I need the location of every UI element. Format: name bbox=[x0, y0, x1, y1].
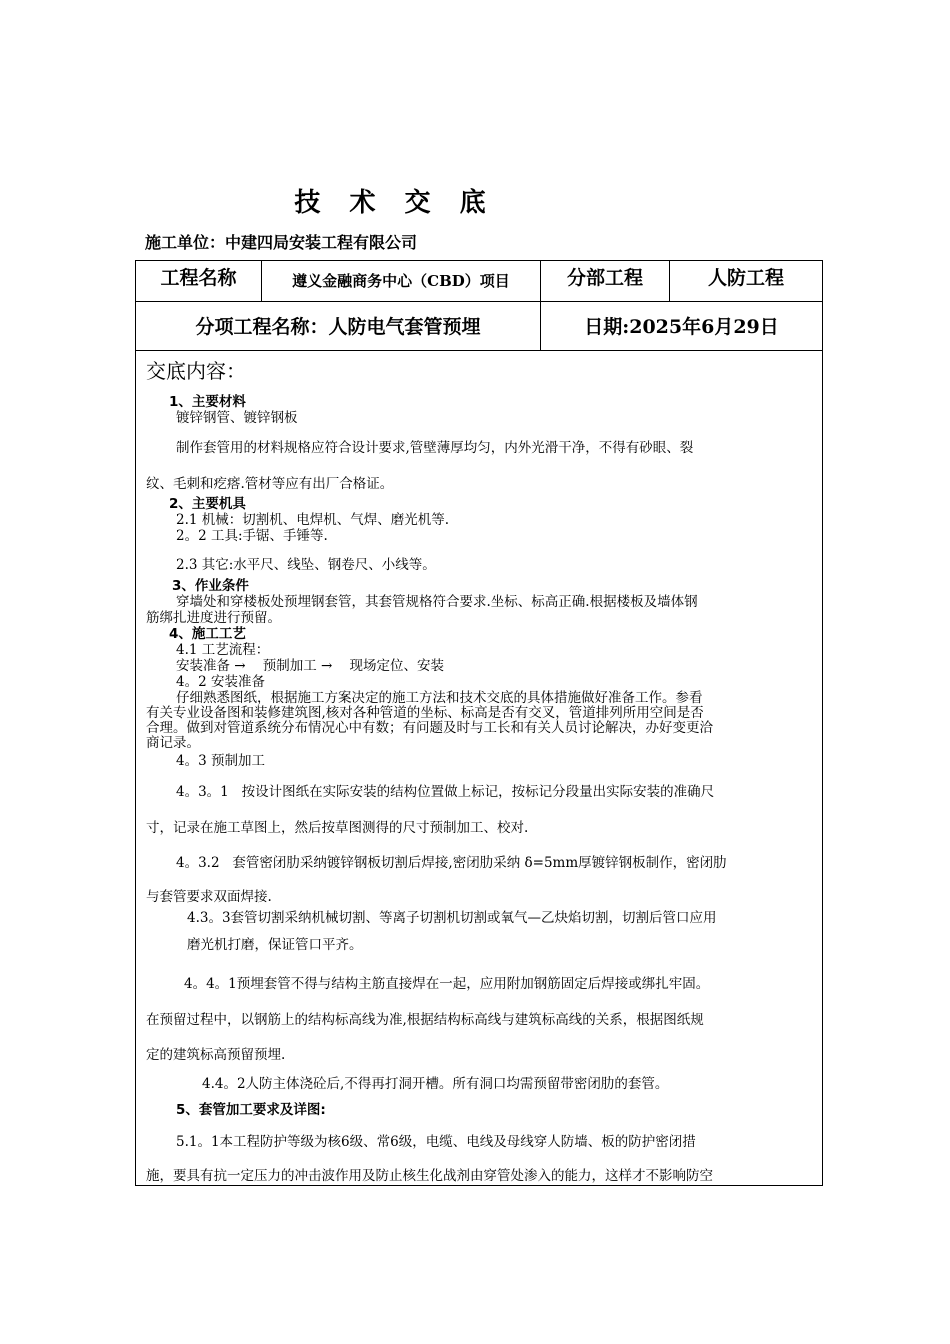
construction-unit: 施工单位：中建四局安装工程有限公司 bbox=[145, 233, 418, 252]
paragraph-line: 施，要具有抗一定压力的冲击波作用及防止核生化战剂由穿管处渗入的能力，这样才不影响防空 bbox=[146, 1168, 713, 1184]
paragraph-line: 2.3 其它:水平尺、线坠、钢卷尺、小线等。 bbox=[176, 557, 436, 573]
paragraph-line: 镀锌钢管、镀锌钢板 bbox=[176, 410, 298, 426]
paragraph-line: 4.4。2人防主体浇砼后,不得再打洞开槽。所有洞口均需预留带密闭肋的套管。 bbox=[202, 1076, 669, 1092]
paragraph-line: 4.1 工艺流程： bbox=[176, 642, 270, 658]
section-heading: 2、主要机具 bbox=[169, 496, 246, 512]
paragraph-line: 筋绑扎进度进行预留。 bbox=[146, 610, 281, 626]
paragraph-line: 4。3.2 套管密闭肋采纳镀锌钢板切割后焊接,密闭肋采纳 δ=5mm厚镀锌钢板制作，密闭肋 bbox=[176, 855, 727, 871]
section-heading: 4、施工工艺 bbox=[169, 626, 246, 642]
paragraph-line: 仔细熟悉图纸，根据施工方案决定的施工方法和技术交底的具体措施做好准备工作。参看 bbox=[176, 690, 703, 706]
content-heading: 交底内容： bbox=[146, 359, 246, 383]
paragraph-line: 制作套管用的材料规格应符合设计要求,管壁薄厚均匀，内外光滑干净，不得有砂眼、裂 bbox=[176, 440, 694, 456]
disclosure-date: 日期:2025年6月29日 bbox=[584, 316, 779, 338]
paragraph-line: 2.1 机械：切割机、电焊机、气焊、磨光机等. bbox=[176, 512, 450, 528]
section-heading: 3、作业条件 bbox=[172, 578, 249, 594]
paragraph-line: 寸，记录在施工草图上，然后按草图测得的尺寸预制加工、校对. bbox=[146, 820, 529, 836]
paragraph-line: 5.1。1本工程防护等级为核6级、常6级，电缆、电线及母线穿人防墙、板的防护密闭措 bbox=[176, 1134, 696, 1150]
project-name-label: 工程名称 bbox=[160, 266, 237, 289]
paragraph-line: 4。3 预制加工 bbox=[176, 753, 265, 769]
row-divider bbox=[136, 350, 822, 351]
paragraph-line: 4。4。1预埋套管不得与结构主筋直接焊在一起，应用附加钢筋固定后焊接或绑扎牢固。 bbox=[184, 976, 710, 992]
process-flow: 安装准备 → 预制加工 → 现场定位、安装 bbox=[176, 658, 445, 674]
paragraph-line: 4。2 安装准备 bbox=[176, 674, 265, 690]
paragraph-line: 2。2 工具:手锯、手锤等. bbox=[176, 528, 328, 544]
paragraph-line: 4。3。1 按设计图纸在实际安装的结构位置做上标记，按标记分段量出实际安装的准确尺 bbox=[176, 784, 715, 800]
paragraph-line: 定的建筑标高预留预埋. bbox=[146, 1047, 286, 1063]
disclosure-table bbox=[135, 260, 823, 1186]
paragraph-line: 有关专业设备图和装修建筑图,核对各种管道的坐标、标高是否有交叉，管道排列所用空间是否 bbox=[146, 705, 704, 721]
section-heading: 5、套管加工要求及详图: bbox=[176, 1102, 326, 1118]
paragraph-line: 在预留过程中，以钢筋上的结构标高线为准,根据结构标高线与建筑标高线的关系，根据图纸规 bbox=[146, 1012, 704, 1028]
division-label: 分部工程 bbox=[566, 266, 643, 289]
paragraph-line: 与套管要求双面焊接. bbox=[146, 889, 272, 905]
division-value: 人防工程 bbox=[707, 266, 784, 289]
paragraph-line: 合理。做到对管道系统分布情况心中有数；有问题及时与工长和有关人员讨论解决，办好变更洽 bbox=[146, 720, 713, 736]
paragraph-line: 穿墙处和穿楼板处预埋钢套管，其套管规格符合要求.坐标、标高正确.根据楼板及墙体钢 bbox=[176, 594, 698, 610]
subitem-name: 分项工程名称：人防电气套管预埋 bbox=[195, 316, 481, 338]
paragraph-line: 4.3。3套管切割采纳机械切割、等离子切割机切割或氧气—乙炔焰切割，切割后管口应用 bbox=[187, 910, 717, 926]
document-title: 技 术 交 底 bbox=[294, 188, 496, 218]
project-name-value: 遵义金融商务中心（CBD）项目 bbox=[292, 272, 510, 290]
paragraph-line: 纹、毛刺和疙瘩.管材等应有出厂合格证。 bbox=[146, 476, 394, 492]
paragraph-line: 磨光机打磨，保证管口平齐。 bbox=[187, 937, 363, 953]
section-heading: 1、主要材料 bbox=[169, 394, 246, 410]
paragraph-line: 商记录。 bbox=[146, 735, 200, 751]
